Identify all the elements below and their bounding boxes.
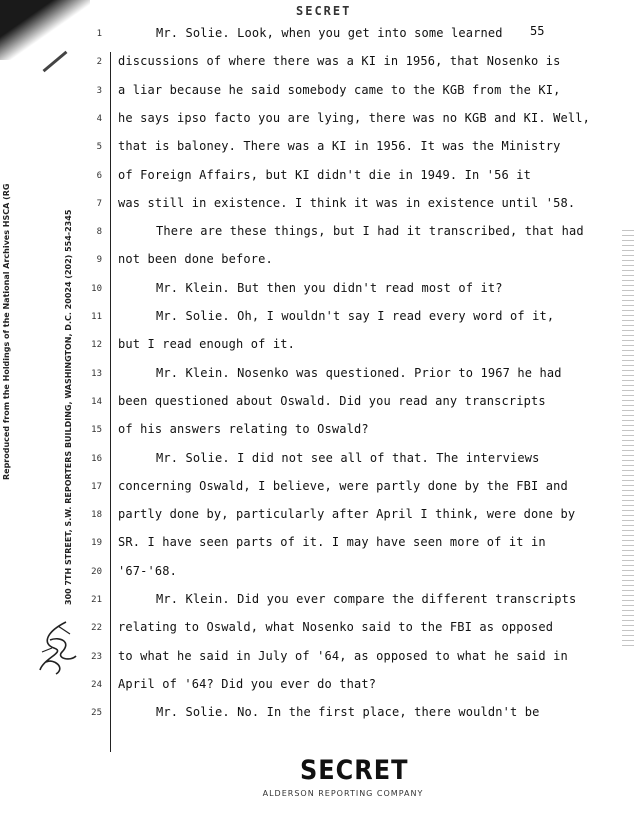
line-number: 5 xyxy=(96,142,102,153)
line-number: 15 xyxy=(91,425,102,436)
transcript-line: Mr. Solie. Look, when you get into some learned xyxy=(156,26,503,40)
transcript-line: Mr. Solie. I did not see all of that. The interviews xyxy=(156,450,540,465)
transcript-line: '67-'68. xyxy=(118,563,177,578)
line-number: 18 xyxy=(91,510,102,521)
transcript-line: Mr. Solie. No. In the first place, there wouldn't be xyxy=(156,705,540,720)
line-number: 24 xyxy=(91,679,102,690)
page-number: 55 xyxy=(530,24,545,38)
line-number: 2 xyxy=(96,57,102,68)
reporter-address: 300 7TH STREET, S.W. REPORTERS BUILDING, WASHINGTON, D.C. 20024 (202) 554-2345 xyxy=(64,209,73,605)
transcript-line: April of '64? Did you ever do that? xyxy=(118,676,377,691)
transcript-line: relating to Oswald, what Nosenko said to the FBI as opposed xyxy=(118,620,554,635)
secret-classification-stamp: SECRET xyxy=(300,754,409,786)
line-number: 17 xyxy=(91,481,102,492)
handwritten-initials-icon xyxy=(36,618,82,678)
line-number: 19 xyxy=(91,538,102,549)
transcript-line: to what he said in July of '64, as opposed to what he said in xyxy=(118,648,568,663)
transcript-line: been questioned about Oswald. Did you read any transcripts xyxy=(118,393,546,408)
line-number: 14 xyxy=(91,396,102,407)
line-number: 11 xyxy=(91,312,102,322)
line-number: 4 xyxy=(96,113,102,124)
header-smudged-stamp: SECRET xyxy=(296,4,352,18)
transcript-line: Mr. Klein. Nosenko was questioned. Prior to 1967 he had xyxy=(156,365,562,380)
line-number: 25 xyxy=(91,708,102,719)
scan-edge-noise xyxy=(622,230,634,650)
transcript-line: of Foreign Affairs, but KI didn't die in 1949. In '56 it xyxy=(118,167,531,182)
line-number: 22 xyxy=(91,623,102,634)
line-number: 8 xyxy=(96,227,102,238)
transcript-line: partly done by, particularly after April I think, were done by xyxy=(118,507,576,522)
line-number: 23 xyxy=(91,651,102,662)
line-number: 3 xyxy=(96,85,102,96)
transcript-line: not been done before. xyxy=(118,252,273,267)
transcript-line: a liar because he said somebody came to the KGB from the KI, xyxy=(118,82,561,97)
line-number: 13 xyxy=(91,368,102,379)
transcript-line: Mr. Solie. Oh, I wouldn't say I read every word of it, xyxy=(156,309,555,323)
transcript-line: was still in existence. I think it was in existence until '58. xyxy=(118,195,576,210)
line-number: 9 xyxy=(96,255,102,266)
transcript-line: concerning Oswald, I believe, were partly done by the FBI and xyxy=(118,478,568,493)
reproduction-notice: Reproduced from the Holdings of the National Archives HSCA (RG xyxy=(2,183,11,480)
line-number: 10 xyxy=(91,283,102,294)
line-number: 21 xyxy=(91,595,102,605)
margin-rule xyxy=(110,52,111,752)
scan-corner-shadow xyxy=(0,0,90,60)
line-number: 1 xyxy=(96,29,102,39)
transcript-line: but I read enough of it. xyxy=(118,337,295,352)
reporting-company-footer: ALDERSON REPORTING COMPANY xyxy=(262,789,424,798)
transcript-line: There are these things, but I had it transcribed, that had xyxy=(156,224,584,239)
transcript-line: he says ipso facto you are lying, there was no KGB and KI. Well, xyxy=(118,110,590,125)
transcript-line: SR. I have seen parts of it. I may have seen more of it in xyxy=(118,535,546,550)
line-number: 12 xyxy=(91,340,102,351)
line-number: 6 xyxy=(96,170,102,181)
transcript-line: of his answers relating to Oswald? xyxy=(118,422,369,437)
transcript-line: Mr. Klein. Did you ever compare the different transcripts xyxy=(156,592,577,606)
line-number: 16 xyxy=(91,453,102,464)
transcript-line: that is baloney. There was a KI in 1956. It was the Ministry xyxy=(118,139,561,154)
line-number: 7 xyxy=(96,198,102,209)
transcript-line: Mr. Klein. But then you didn't read most of it? xyxy=(156,280,503,295)
line-number: 20 xyxy=(91,566,102,577)
transcript-line: discussions of where there was a KI in 1956, that Nosenko is xyxy=(118,54,561,69)
